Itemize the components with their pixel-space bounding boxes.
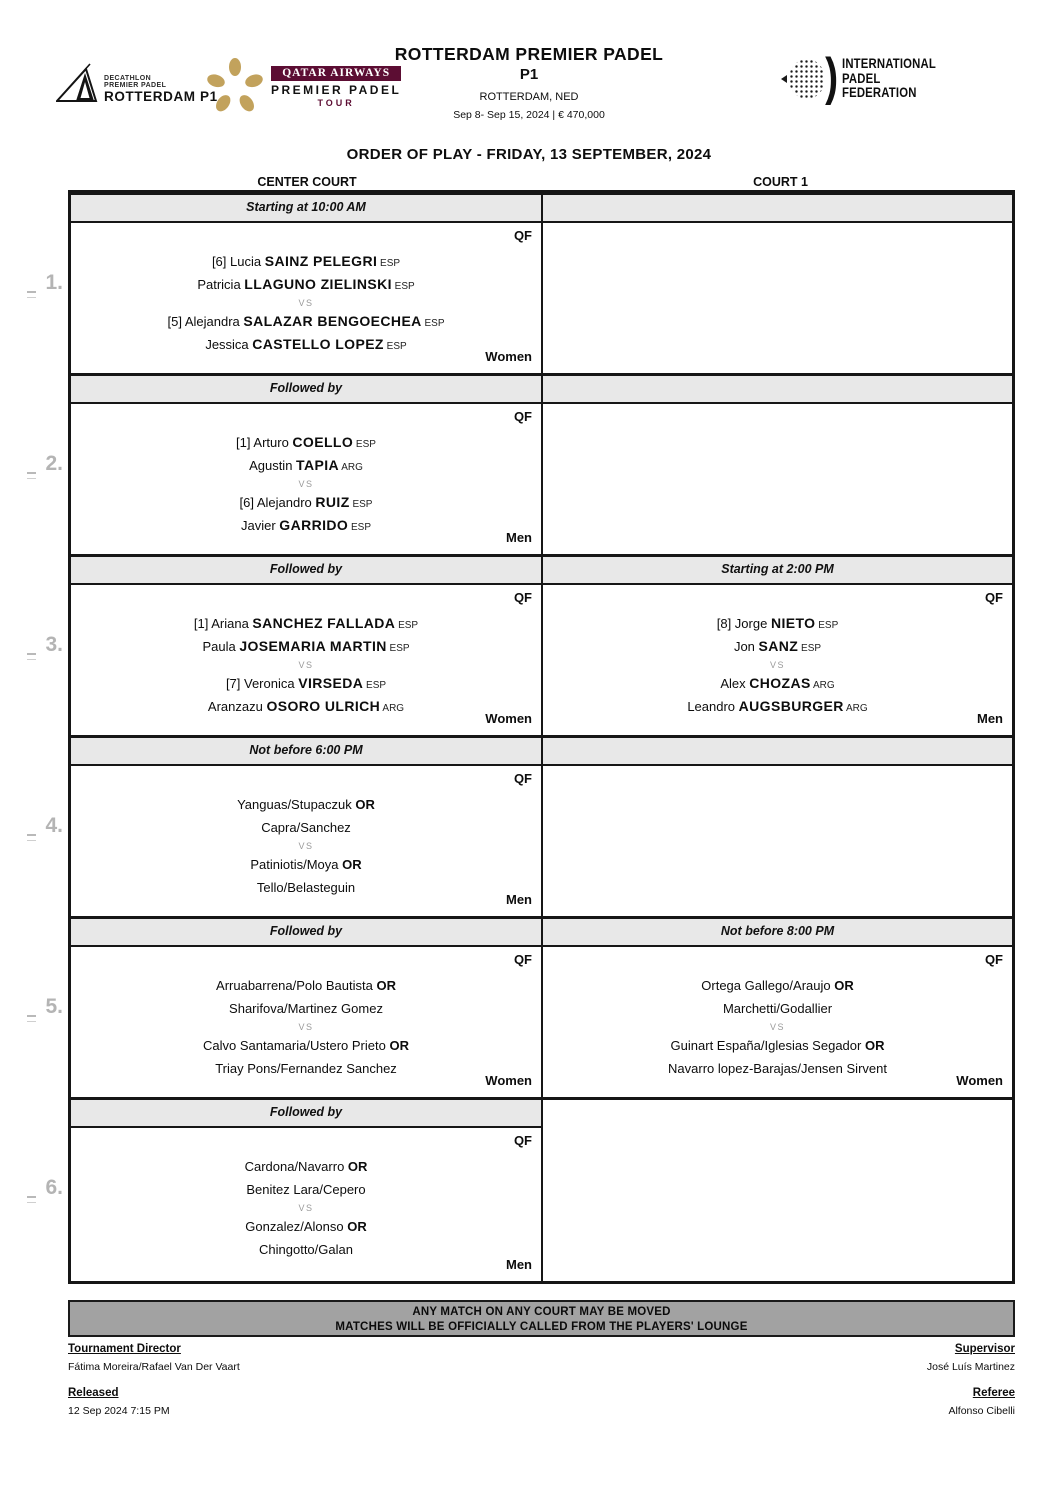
country-code: ESP [353, 439, 376, 450]
schedule-band-center-court [71, 557, 543, 585]
country-code: ESP [815, 620, 839, 631]
player-text: [6] Lucia [211, 254, 265, 269]
gender-label: Men [506, 892, 532, 907]
order-of-play-table [45, 190, 1015, 1284]
round-label: QF [513, 228, 532, 243]
player-line [543, 635, 1012, 658]
player-text: [6] Alejandro [239, 495, 316, 510]
player-line [71, 612, 541, 635]
country-code: ESP [386, 643, 410, 654]
player-line [71, 431, 541, 454]
footer-left [68, 1343, 240, 1417]
player-surname: SALAZAR BENGOECHEA [243, 313, 422, 329]
player-text: Patiniotis/Moya [250, 857, 343, 872]
player-text: Guinart España/Iglesias Segador [670, 1038, 865, 1053]
decathlon-label: DECATHLON [104, 75, 152, 83]
schedule-label: Not before 6:00 PM [249, 743, 363, 757]
round-label: QF [984, 952, 1003, 967]
player-text: Sharifova/Martinez Gomez [229, 1001, 383, 1016]
player-text: Benitez Lara/Cepero [246, 1182, 366, 1197]
court1-empty-merged-cell [543, 1100, 1012, 1281]
schedule-band-center-court [71, 919, 543, 947]
country-code: ESP [798, 643, 822, 654]
player-line [543, 1034, 1012, 1057]
ipf-ball-icon [783, 54, 829, 104]
round-label: QF [513, 590, 532, 605]
player-line [71, 250, 541, 273]
qatar-airways-label: QATAR AIRWAYS [271, 66, 401, 81]
player-text: OR [342, 857, 362, 872]
vs-separator: VS [298, 298, 314, 308]
match-number: 1. [45, 271, 63, 294]
match-cell-court-1 [543, 585, 1012, 738]
player-surname: OSORO ULRICH [266, 698, 381, 714]
player-surname: CASTELLO LOPEZ [252, 336, 384, 352]
match-pairings [543, 947, 1012, 1080]
player-text: Aranzazu [207, 699, 267, 714]
schedule-band-center-court [71, 376, 543, 404]
tournament-title-block [358, 44, 700, 121]
match-pairings [71, 223, 541, 356]
country-code: ESP [349, 499, 373, 510]
ipf-crescent-icon: ) [825, 48, 839, 106]
match-number: 4. [45, 814, 63, 837]
footer-right [927, 1343, 1015, 1417]
player-line [71, 672, 541, 695]
player-surname: COELLO [292, 434, 354, 450]
page-edge-mark [27, 291, 36, 298]
match-cell-court-1 [543, 947, 1012, 1100]
player-line [543, 974, 1012, 997]
player-surname: JOSEMARIA MARTIN [239, 638, 387, 654]
gender-label: Men [506, 1257, 532, 1272]
player-text: OR [347, 1219, 367, 1234]
notice-line-1: ANY MATCH ON ANY COURT MAY BE MOVED [412, 1306, 671, 1318]
match-row [45, 376, 1012, 557]
vs-separator: VS [769, 1022, 785, 1032]
player-line [71, 635, 541, 658]
schedule-band-center-court [71, 195, 543, 223]
player-text: Marchetti/Godallier [722, 1001, 833, 1016]
country-code: ARG [339, 462, 363, 473]
player-line [71, 514, 541, 537]
match-cell-center-court [71, 585, 543, 738]
schedule-label: Followed by [269, 1105, 343, 1119]
player-text: Triay Pons/Fernandez Sanchez [215, 1061, 397, 1076]
schedule-band-center-court [71, 1100, 543, 1128]
supervisor-value: José Luís Martinez [926, 1361, 1015, 1373]
vs-separator: VS [769, 660, 785, 670]
country-code: ESP [363, 680, 387, 691]
match-cell-center-court [71, 404, 543, 557]
player-line [71, 310, 541, 333]
triangle-icon [56, 60, 98, 104]
player-surname: SAINZ PELEGRI [264, 253, 378, 269]
gender-label: Women [485, 1073, 532, 1088]
player-text: Leandro [687, 699, 739, 714]
country-code: ESP [377, 258, 401, 269]
match-row [45, 1100, 1012, 1281]
match-pairings [71, 766, 541, 899]
vs-separator: VS [298, 1022, 314, 1032]
ipf-line3: FEDERATION [842, 85, 917, 101]
match-row [45, 919, 1012, 1100]
ipf-logo-text [842, 57, 936, 101]
released-label: Released [68, 1387, 119, 1399]
player-text: Agustin [249, 458, 297, 473]
country-code: ARG [843, 703, 868, 714]
vs-separator: VS [298, 660, 314, 670]
schedule-label: Starting at 2:00 PM [721, 562, 834, 576]
page-edge-mark [27, 1196, 36, 1203]
match-pairings [71, 947, 541, 1080]
notice-line-2: MATCHES WILL BE OFFICIALLY CALLED FROM THE PLAYERS' LOUNGE [335, 1321, 748, 1333]
player-line [71, 1034, 541, 1057]
page-edge-mark [27, 472, 36, 479]
schedule-label: Followed by [269, 381, 343, 395]
match-number: 3. [45, 633, 63, 656]
player-text: Alex [720, 676, 750, 691]
player-text: Gonzalez/Alonso [245, 1219, 348, 1234]
player-surname: RUIZ [315, 494, 350, 510]
player-text: Cardona/Navarro [244, 1159, 348, 1174]
match-pairings [543, 585, 1012, 718]
player-text: OR [376, 978, 396, 993]
player-text: Yanguas/Stupaczuk [237, 797, 356, 812]
schedule-band-court-1 [543, 557, 1012, 585]
country-code: ESP [391, 281, 415, 292]
match-cell-center-court [71, 947, 543, 1100]
match-cell-center-court [71, 223, 543, 376]
gender-label: Women [485, 349, 532, 364]
round-label: QF [513, 771, 532, 786]
page-edge-mark [27, 653, 36, 660]
schedule-label: Starting at 10:00 AM [246, 200, 366, 214]
column-header-center-court: CENTER COURT [257, 175, 357, 189]
gender-label: Men [977, 711, 1003, 726]
player-text: [1] Arturo [236, 435, 293, 450]
tournament-director-value: Fátima Moreira/Rafael Van Der Vaart [68, 1361, 240, 1373]
rotterdam-p1-logo [56, 60, 218, 104]
ipf-line2: PADEL [842, 70, 881, 86]
player-line [71, 1178, 541, 1201]
rotterdam-logo-text [104, 75, 218, 104]
match-pairings [71, 1128, 541, 1261]
released-value: 12 Sep 2024 7:15 PM [68, 1405, 170, 1417]
player-line [543, 695, 1012, 718]
player-line [71, 974, 541, 997]
schedule-band-court-1 [543, 738, 1012, 766]
player-surname: VIRSEDA [298, 675, 364, 691]
player-line [543, 1057, 1012, 1080]
referee-value: Alfonso Cibelli [948, 1405, 1015, 1417]
column-header-court-1: COURT 1 [753, 175, 808, 189]
schedule-band-court-1 [543, 919, 1012, 947]
player-text: [5] Alejandra [167, 314, 244, 329]
player-line [71, 695, 541, 718]
player-text: Navarro lopez-Barajas/Jensen Sirvent [668, 1061, 887, 1076]
player-text: Jessica [205, 337, 253, 352]
schedule-band-center-court [71, 738, 543, 766]
player-line [71, 1057, 541, 1080]
schedule-label: Followed by [269, 924, 343, 938]
country-code: ESP [395, 620, 419, 631]
country-code: ESP [348, 522, 371, 533]
tournament-title: ROTTERDAM PREMIER PADEL [394, 44, 664, 64]
gender-label: Women [485, 711, 532, 726]
player-line [543, 672, 1012, 695]
player-line [71, 816, 541, 839]
tournament-dates-prize: Sep 8- Sep 15, 2024 | € 470,000 [453, 109, 605, 121]
vs-separator: VS [298, 479, 314, 489]
player-surname: AUGSBURGER [738, 698, 844, 714]
player-text: OR [864, 1038, 885, 1053]
player-text: Javier [240, 518, 280, 533]
country-code: ARG [380, 703, 405, 714]
match-pairings [71, 404, 541, 537]
player-line [71, 454, 541, 477]
ipf-line1: INTERNATIONAL [842, 56, 937, 72]
player-text: Arruabarrena/Polo Bautista [216, 978, 377, 993]
player-line [71, 1155, 541, 1178]
player-line [71, 1215, 541, 1238]
schedule-label: Not before 8:00 PM [720, 924, 835, 938]
player-text: Jon [733, 639, 759, 654]
player-text: Paula [202, 639, 240, 654]
country-code: ARG [810, 680, 835, 691]
player-line [71, 997, 541, 1020]
player-text: OR [355, 797, 375, 812]
round-label: QF [984, 590, 1003, 605]
player-text: [8] Jorge [716, 616, 771, 631]
player-surname: NIETO [770, 615, 816, 631]
match-cell-court-1 [543, 404, 1012, 557]
gender-label: Men [506, 530, 532, 545]
vs-separator: VS [298, 1203, 314, 1213]
match-number: 5. [45, 995, 63, 1018]
round-label: QF [513, 952, 532, 967]
premier-padel-label: PREMIER PADEL [104, 82, 167, 90]
player-surname: GARRIDO [279, 517, 349, 533]
player-line [71, 853, 541, 876]
match-number: 6. [45, 1176, 63, 1199]
match-cell-center-court [71, 1128, 543, 1281]
player-text: Ortega Gallego/Araujo [701, 978, 835, 993]
schedule-band-court-1 [543, 195, 1012, 223]
tour-label: TOUR [317, 98, 355, 108]
player-text: Tello/Belasteguin [256, 880, 356, 895]
player-line [543, 612, 1012, 635]
player-text: OR [834, 978, 854, 993]
player-line [71, 273, 541, 296]
order-of-play-title: ORDER OF PLAY - FRIDAY, 13 SEPTEMBER, 2024 [346, 146, 712, 163]
premier-padel-tour-label: PREMIER PADEL [271, 83, 402, 97]
vs-separator: VS [298, 841, 314, 851]
match-row [45, 738, 1012, 919]
supervisor-label: Supervisor [954, 1343, 1015, 1355]
match-number: 2. [45, 452, 63, 475]
match-cell-court-1 [543, 223, 1012, 376]
match-row [45, 557, 1012, 738]
player-surname: TAPIA [296, 457, 340, 473]
player-text: Calvo Santamaria/Ustero Prieto [203, 1038, 390, 1053]
page-edge-mark [27, 1015, 36, 1022]
player-text: [1] Ariana [193, 616, 253, 631]
player-surname: CHOZAS [749, 675, 811, 691]
player-surname: SANCHEZ FALLADA [252, 615, 396, 631]
schedule-band-court-1 [543, 376, 1012, 404]
player-text: Capra/Sanchez [261, 820, 351, 835]
player-line [71, 876, 541, 899]
qatar-flower-icon [204, 56, 266, 118]
player-text: OR [389, 1038, 409, 1053]
match-row [45, 195, 1012, 376]
player-text: [7] Veronica [225, 676, 299, 691]
player-text: Patricia [197, 277, 245, 292]
round-label: QF [513, 1133, 532, 1148]
gender-label: Women [956, 1073, 1003, 1088]
player-surname: SANZ [758, 638, 799, 654]
match-cell-court-1 [543, 766, 1012, 919]
player-line [71, 1238, 541, 1261]
country-code: ESP [421, 318, 445, 329]
player-surname: LLAGUNO ZIELINSKI [244, 276, 392, 292]
tournament-director-label: Tournament Director [68, 1343, 181, 1355]
player-line [543, 997, 1012, 1020]
country-code: ESP [383, 341, 407, 352]
round-label: QF [513, 409, 532, 424]
referee-label: Referee [972, 1387, 1015, 1399]
page-edge-mark [27, 834, 36, 841]
tournament-category: P1 [519, 66, 539, 83]
tournament-location: ROTTERDAM, NED [479, 91, 579, 103]
player-line [71, 333, 541, 356]
notice-bar [68, 1300, 1015, 1337]
match-cell-center-court [71, 766, 543, 919]
player-line [71, 793, 541, 816]
player-line [71, 491, 541, 514]
rotterdam-p1-label: ROTTERDAM P1 [104, 88, 218, 104]
match-pairings [71, 585, 541, 718]
player-text: OR [347, 1159, 368, 1174]
schedule-label: Followed by [269, 562, 343, 576]
player-text: Chingotto/Galan [259, 1242, 353, 1257]
ipf-logo [783, 48, 954, 106]
